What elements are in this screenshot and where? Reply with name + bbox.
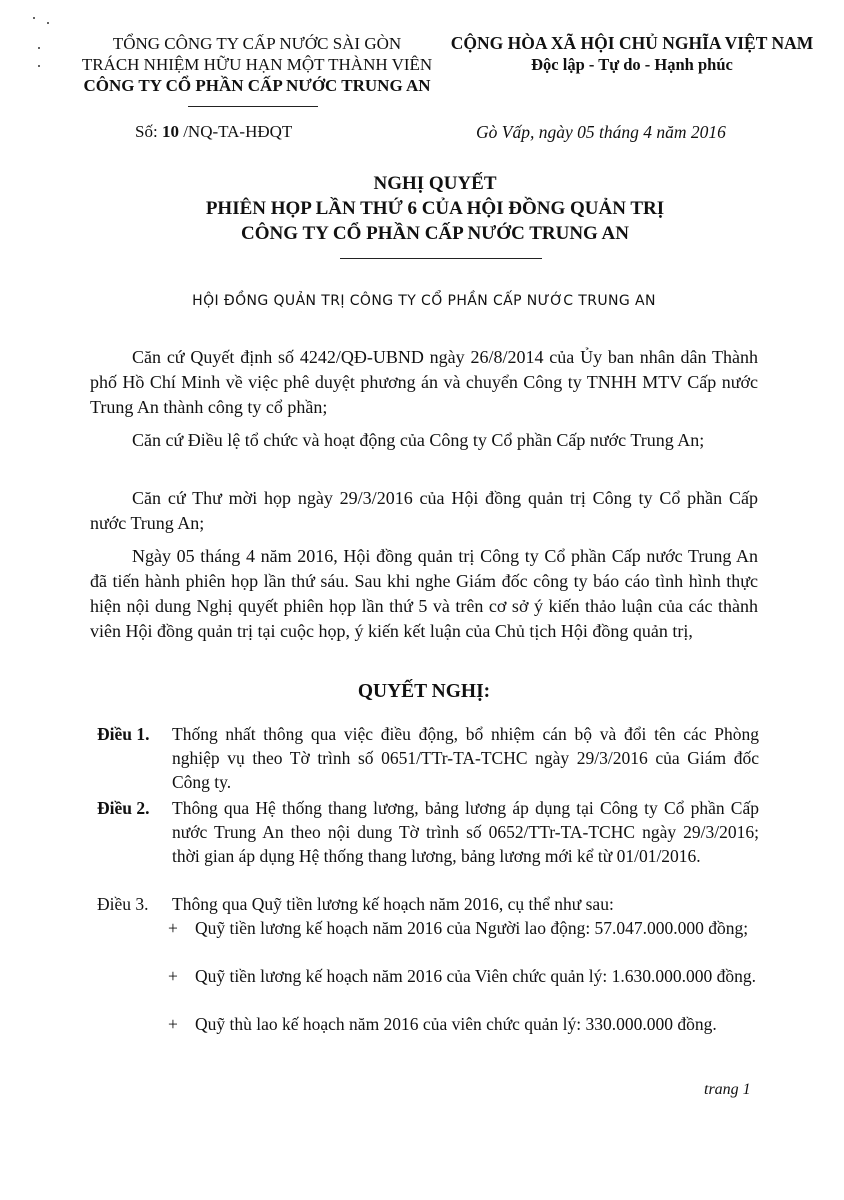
article-3-text: Thông qua Quỹ tiền lương kế hoạch năm 2016, cụ thể như sau: [172,894,614,914]
article-2 [97,796,759,868]
bullet-text: Quỹ thù lao kế hoạch năm 2016 của viên chức quản lý: 330.000.000 đồng. [195,1014,717,1034]
scan-speck [38,65,40,67]
title-line-3: CÔNG TY CỔ PHẦN CẤP NƯỚC TRUNG AN [241,223,629,244]
bullet-text: Quỹ tiền lương kế hoạch năm 2016 của Viên chức quản lý: 1.630.000.000 đồng. [195,966,756,986]
resolution-heading: QUYẾT NGHỊ: [357,681,491,702]
parent-company-type: TRÁCH NHIỆM HỮU HẠN MỘT THÀNH VIÊN [81,55,433,74]
page-number: trang 1 [704,1081,751,1098]
preamble-paragraph-2 [90,428,758,453]
country-name: CỘNG HÒA XÃ HỘI CHỦ NGHĨA VIỆT NAM [450,33,814,53]
title-line-2: PHIÊN HỌP LẦN THỨ 6 CỦA HỘI ĐỒNG QUẢN TRỊ [205,198,665,219]
national-motto-block [432,33,832,75]
article-3-bullet-1 [168,916,760,940]
header-left-underline [188,106,318,107]
scan-speck [47,22,49,24]
article-3-bullet-3 [168,1012,760,1036]
preamble-text-1: Căn cứ Quyết định số 4242/QĐ-UBND ngày 26/8/2014 của Ủy ban nhân dân Thành phố Hồ Chí Minh về việc phê duyệt phương án và chuyển Công ty TNHH MTV Cấp nước Trung An thành công ty cổ phần; [90,347,758,417]
title-underline [340,258,542,259]
company-name: CÔNG TY CỔ PHẦN CẤP NƯỚC TRUNG AN [83,76,431,95]
issuing-organization-block [52,33,462,96]
article-2-label: Điều 2. [97,798,150,818]
parent-company-name: TỔNG CÔNG TY CẤP NƯỚC SÀI GÒN [112,34,402,53]
scan-speck [38,47,40,49]
preamble-text-3: Căn cứ Thư mời họp ngày 29/3/2016 của Hội đồng quản trị Công ty Cổ phần Cấp nước Trung An; [90,488,758,533]
document-number-prefix: Số: [135,122,162,141]
preamble-text-4: Ngày 05 tháng 4 năm 2016, Hội đồng quản trị Công ty Cổ phần Cấp nước Trung An đã tiến hành phiên họp lần thứ sáu. Sau khi nghe Giám đốc công ty báo cáo tình hình thực hiện nội dung Nghị quyết phiên họp lần thứ 5 và trên cơ sở ý kiến thảo luận của các thành viên Hội đồng quản trị tại cuộc họp, ý kiến kết luận của Chủ tịch Hội đồng quản trị, [90,546,758,641]
motto: Độc lập - Tự do - Hạnh phúc [531,55,733,74]
preamble-paragraph-3 [90,486,758,536]
preamble-paragraph-1 [90,345,758,420]
document-number [135,122,292,142]
article-1-label: Điều 1. [97,724,150,744]
article-2-text: Thông qua Hệ thống thang lương, bảng lương áp dụng tại Công ty Cổ phần Cấp nước Trung An theo nội dung Tờ trình số 0652/TTr-TA-TCHC ngày 29/3/2016; thời gian áp dụng Hệ thống thang lương, bảng lương mới kể từ 01/01/2016. [172,798,759,866]
document-number-suffix: /NQ-TA-HĐQT [178,122,293,141]
preamble-text-2: Căn cứ Điều lệ tổ chức và hoạt động của Công ty Cổ phần Cấp nước Trung An; [132,430,705,450]
article-1 [97,722,759,794]
issuing-body: HỘI ĐỒNG QUẢN TRỊ CÔNG TY CỔ PHẦN CẤP NƯỚC TRUNG AN [192,293,656,309]
document-number-value: 10 [161,122,179,141]
article-1-text: Thống nhất thông qua việc điều động, bổ nhiệm cán bộ và đổi tên các Phòng nghiệp vụ theo Tờ trình số 0651/TTr-TA-TCHC ngày 29/3/2016 của Giám đốc Công ty. [172,724,759,792]
place-and-date: Gò Vấp, ngày 05 tháng 4 năm 2016 [476,122,726,142]
article-3-bullet-2 [168,964,760,988]
bullet-mark: + [168,1014,178,1034]
title-line-1: NGHỊ QUYẾT [373,173,497,194]
bullet-mark: + [168,966,178,986]
bullet-mark: + [168,918,178,938]
article-3-label: Điều 3. [97,894,149,914]
scan-speck [33,17,35,19]
article-3 [97,892,759,916]
document-title [140,171,730,246]
preamble-paragraph-4 [90,544,758,644]
bullet-text: Quỹ tiền lương kế hoạch năm 2016 của Người lao động: 57.047.000.000 đồng; [195,918,749,938]
